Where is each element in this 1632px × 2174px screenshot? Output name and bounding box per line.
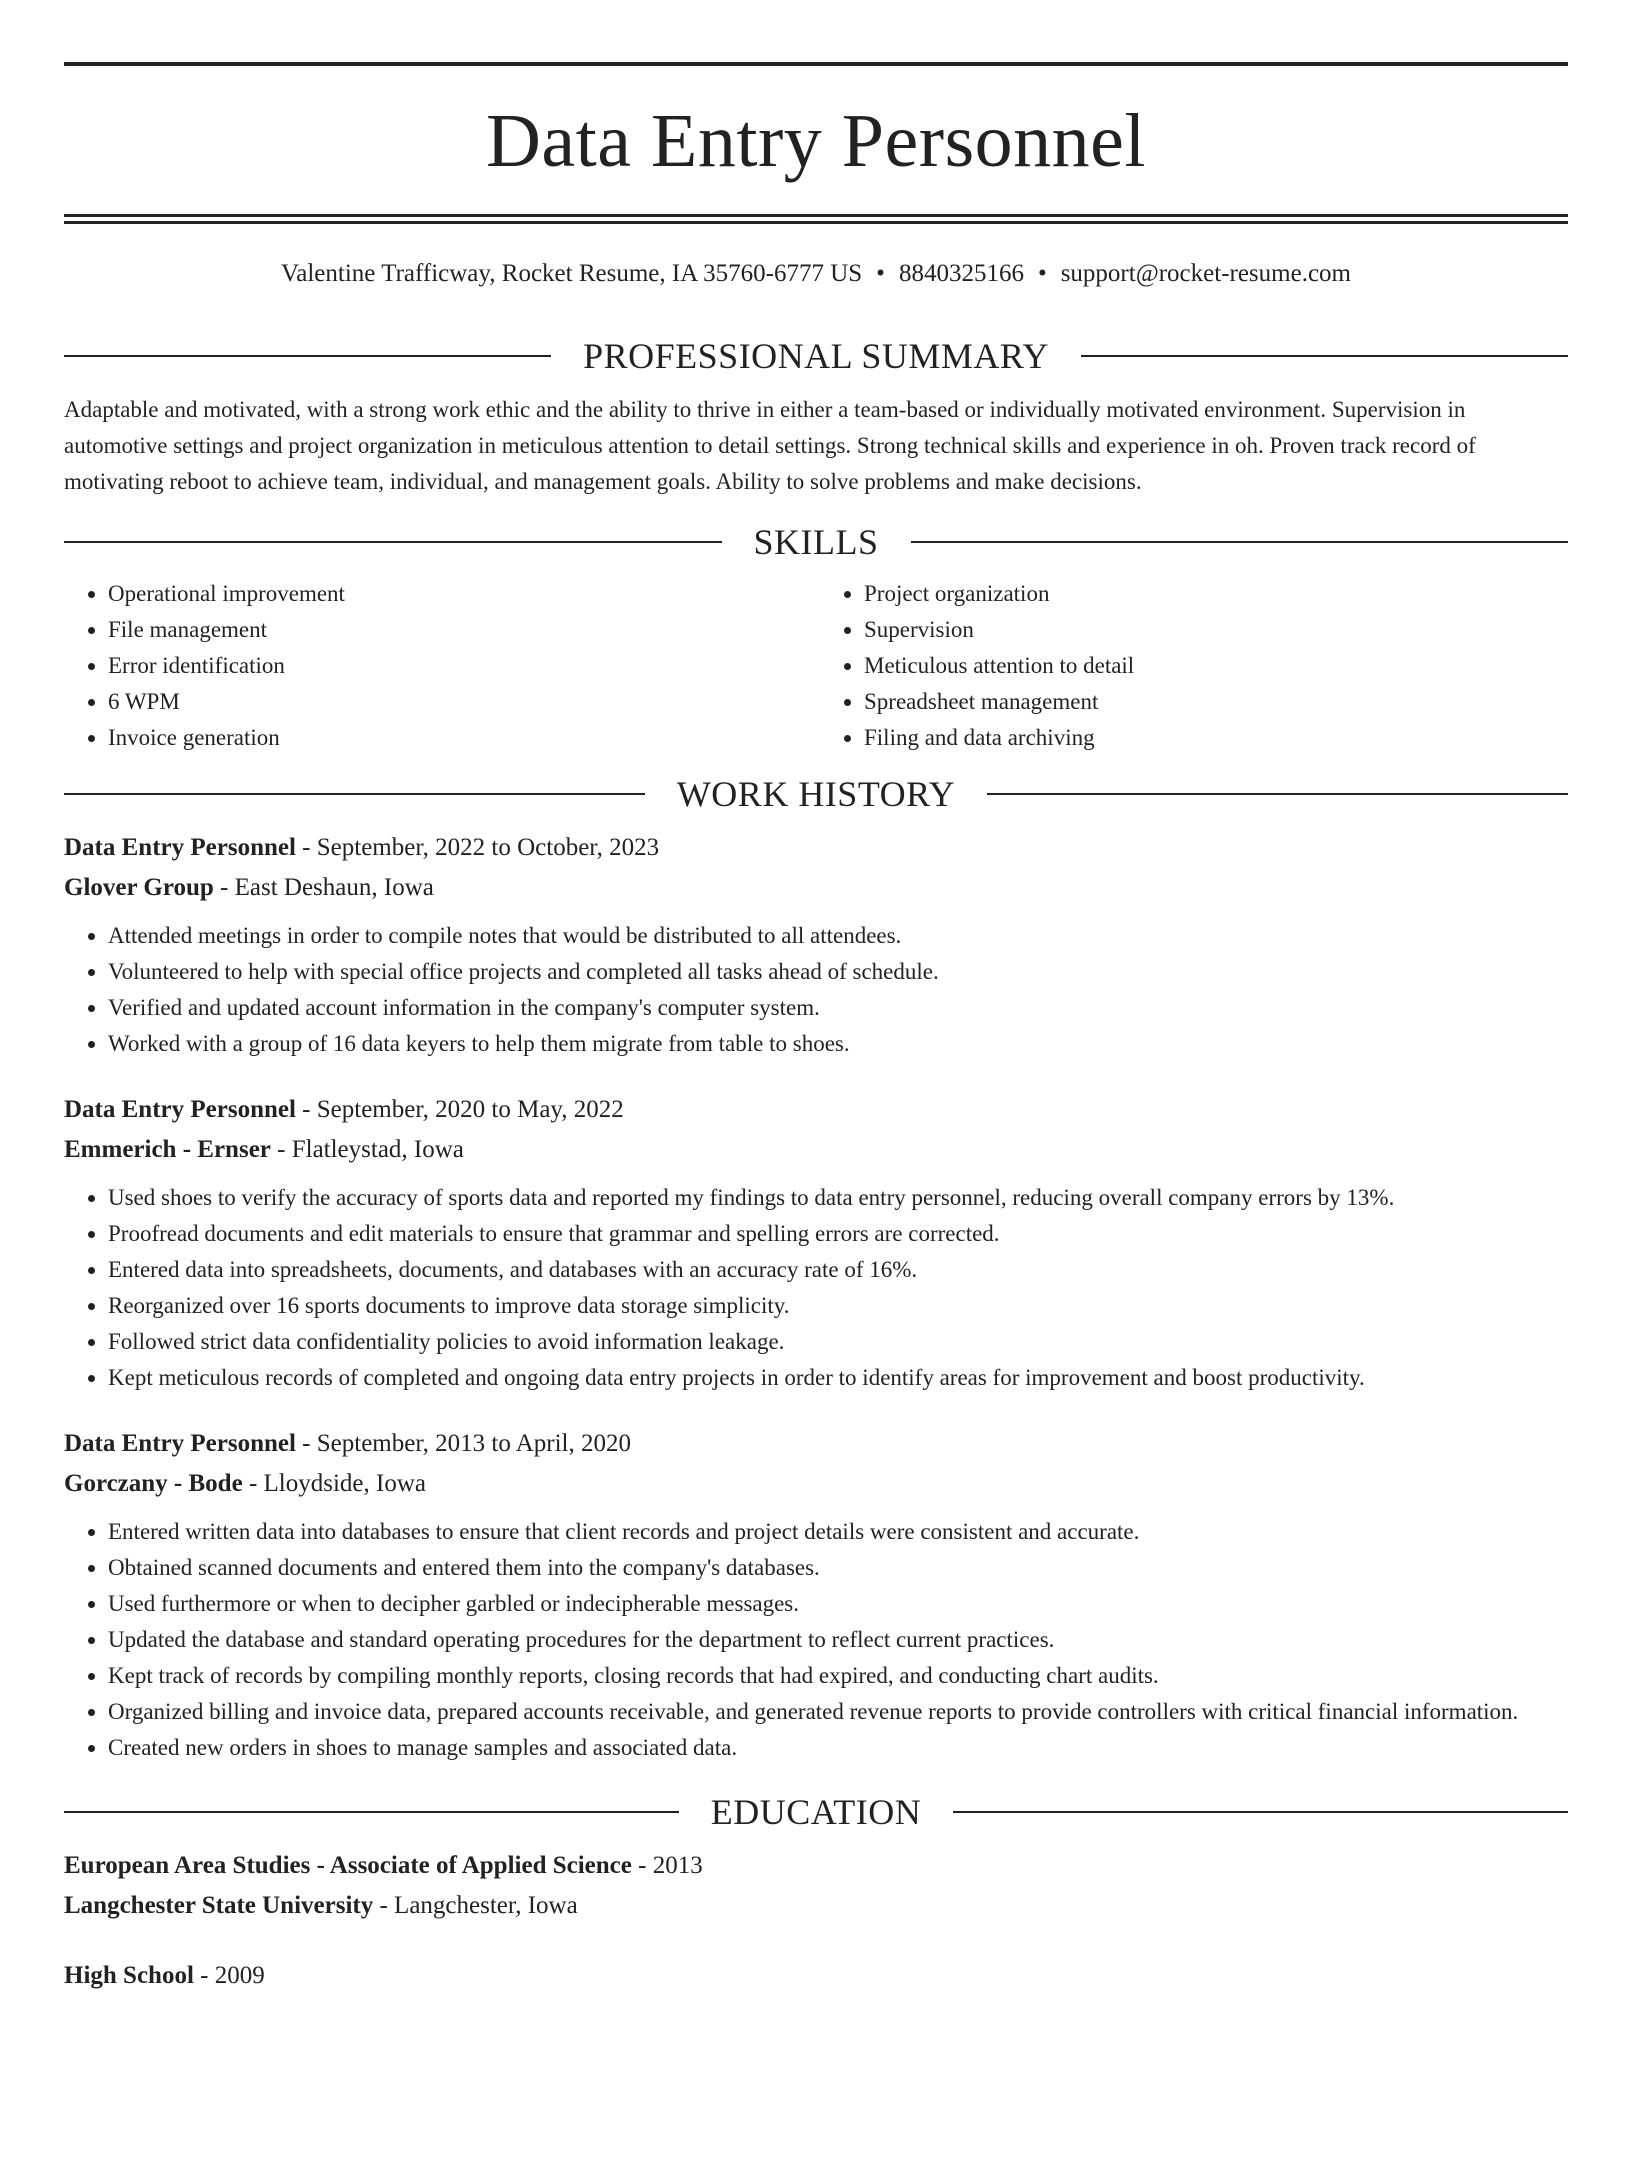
list-item: • Organized billing and invoice data, prepared accounts receivable, and generated revenue reports to provide controllers with critical financial information. — [108, 1694, 1568, 1730]
skill-item: • Spreadsheet management — [864, 684, 1568, 720]
skill-item: • Filing and data archiving — [864, 720, 1568, 756]
education-degree-line: European Area Studies - Associate of Applied Science - 2013 — [64, 1852, 703, 1879]
skill-item: • Error identification — [108, 648, 812, 684]
title-double-rule — [64, 214, 1568, 224]
heading-rule — [987, 793, 1568, 795]
job-title-line: Data Entry Personnel - September, 2022 to October, 2023 — [64, 834, 660, 861]
contact-separator: • — [876, 260, 885, 287]
job-location: Lloydside, Iowa — [263, 1470, 426, 1497]
list-item: • Used furthermore or when to decipher garbled or indecipherable messages. — [108, 1586, 1568, 1622]
skill-item: • Invoice generation — [108, 720, 812, 756]
job-dates: September, 2020 to May, 2022 — [316, 1096, 624, 1123]
section-heading-label: PROFESSIONAL SUMMARY — [583, 336, 1049, 376]
section-heading-label: WORK HISTORY — [676, 774, 956, 814]
skills-column-right — [812, 576, 1568, 756]
summary-text: Adaptable and motivated, with a strong work ethic and the ability to thrive in either a team-based or individually motivated environment. Supervision in automotive settings and project organization in meticulous attention to detail settings. Strong technical skills and experience in oh. Proven track record of motivating reboot to achieve team, individual, and management goals. Ability to solve problems and make decisions. — [64, 397, 1476, 494]
job-dates: September, 2013 to April, 2020 — [316, 1430, 631, 1457]
list-item: • Reorganized over 16 sports documents to improve data storage simplicity. — [108, 1288, 1568, 1324]
heading-rule — [953, 1811, 1568, 1813]
skill-item: • File management — [108, 612, 812, 648]
section-heading-education — [64, 1790, 1568, 1834]
job-title-line: Data Entry Personnel - September, 2020 to May, 2022 — [64, 1096, 624, 1123]
heading-rule — [911, 541, 1569, 543]
list-item: • Attended meetings in order to compile notes that would be distributed to all attendees. — [108, 918, 1568, 954]
top-rule — [64, 62, 1568, 66]
job-entry — [64, 1090, 1568, 1396]
education-year: 2013 — [652, 1852, 703, 1879]
education-entry — [64, 1956, 1568, 1996]
section-heading-label: SKILLS — [753, 522, 879, 562]
education-school-line: Langchester State University - Langchester, Iowa — [64, 1892, 578, 1919]
heading-rule — [64, 793, 645, 795]
section-heading-summary — [64, 334, 1568, 378]
section-heading-work — [64, 772, 1568, 816]
education-degree: European Area Studies - Associate of Applied Science — [64, 1852, 632, 1879]
job-company: Glover Group — [64, 874, 214, 901]
heading-rule — [64, 355, 551, 357]
list-item: • Proofread documents and edit materials to ensure that grammar and spelling errors are corrected. — [108, 1216, 1568, 1252]
job-bullets — [64, 918, 1568, 1062]
job-company-line: Gorczany - Bode - Lloydside, Iowa — [64, 1470, 426, 1497]
job-role: Data Entry Personnel — [64, 1430, 296, 1457]
job-company-line: Glover Group - East Deshaun, Iowa — [64, 874, 434, 901]
job-title-line: Data Entry Personnel - September, 2013 to April, 2020 — [64, 1430, 631, 1457]
education-location: Langchester, Iowa — [394, 1892, 578, 1919]
list-item: • Kept meticulous records of completed and ongoing data entry projects in order to identify areas for improvement and boost productivity. — [108, 1360, 1568, 1396]
contact-line — [64, 258, 1568, 290]
job-location: Flatleystad, Iowa — [291, 1136, 464, 1163]
list-item: • Worked with a group of 16 data keyers to help them migrate from table to shoes. — [108, 1026, 1568, 1062]
contact-phone: 8840325166 — [898, 260, 1024, 287]
job-role: Data Entry Personnel — [64, 834, 296, 861]
contact-address: Valentine Trafficway, Rocket Resume, IA 35760-6777 US — [280, 260, 863, 287]
resume-page — [0, 62, 1632, 2174]
education-year: 2009 — [214, 1962, 265, 1989]
list-item: • Updated the database and standard operating procedures for the department to reflect current practices. — [108, 1622, 1568, 1658]
job-bullets — [64, 1180, 1568, 1396]
list-item: • Volunteered to help with special office projects and completed all tasks ahead of schedule. — [108, 954, 1568, 990]
job-company: Gorczany - Bode — [64, 1470, 243, 1497]
skill-item: • Meticulous attention to detail — [864, 648, 1568, 684]
heading-rule — [64, 541, 722, 543]
resume-title: Data Entry Personnel — [485, 99, 1147, 183]
list-item: • Followed strict data confidentiality policies to avoid information leakage. — [108, 1324, 1568, 1360]
skill-item: • Supervision — [864, 612, 1568, 648]
skill-item: • Operational improvement — [108, 576, 812, 612]
job-company-line: Emmerich - Ernser - Flatleystad, Iowa — [64, 1136, 464, 1163]
skills-column-left — [64, 576, 812, 756]
list-item: • Entered data into spreadsheets, documents, and databases with an accuracy rate of 16%. — [108, 1252, 1568, 1288]
education-degree-line: High School - 2009 — [64, 1962, 265, 1989]
list-item: • Entered written data into databases to ensure that client records and project details were consistent and accurate. — [108, 1514, 1568, 1550]
skills-list — [64, 576, 1568, 756]
education-school: Langchester State University — [64, 1892, 374, 1919]
job-location: East Deshaun, Iowa — [234, 874, 434, 901]
job-entry — [64, 828, 1568, 1062]
job-bullets — [64, 1514, 1568, 1766]
job-role: Data Entry Personnel — [64, 1096, 296, 1123]
job-entry — [64, 1424, 1568, 1766]
section-heading-label: EDUCATION — [710, 1792, 922, 1832]
education-degree: High School — [64, 1962, 194, 1989]
job-company: Emmerich - Ernser — [64, 1136, 271, 1163]
list-item: • Created new orders in shoes to manage samples and associated data. — [108, 1730, 1568, 1766]
contact-email: support@rocket-resume.com — [1060, 260, 1351, 287]
skill-item: • Project organization — [864, 576, 1568, 612]
contact-separator: • — [1037, 260, 1047, 287]
skill-item: • 6 WPM — [108, 684, 812, 720]
heading-rule — [1081, 355, 1568, 357]
section-heading-skills — [64, 520, 1568, 564]
list-item: • Obtained scanned documents and entered them into the company's databases. — [108, 1550, 1568, 1586]
list-item: • Kept track of records by compiling monthly reports, closing records that had expired, and conducting chart audits. — [108, 1658, 1568, 1694]
job-dates: September, 2022 to October, 2023 — [316, 834, 660, 861]
education-entry — [64, 1846, 1568, 1926]
list-item: • Verified and updated account information in the company's computer system. — [108, 990, 1568, 1026]
heading-rule — [64, 1811, 679, 1813]
list-item: • Used shoes to verify the accuracy of sports data and reported my findings to data entry personnel, reducing overall company errors by 13%. — [108, 1180, 1568, 1216]
